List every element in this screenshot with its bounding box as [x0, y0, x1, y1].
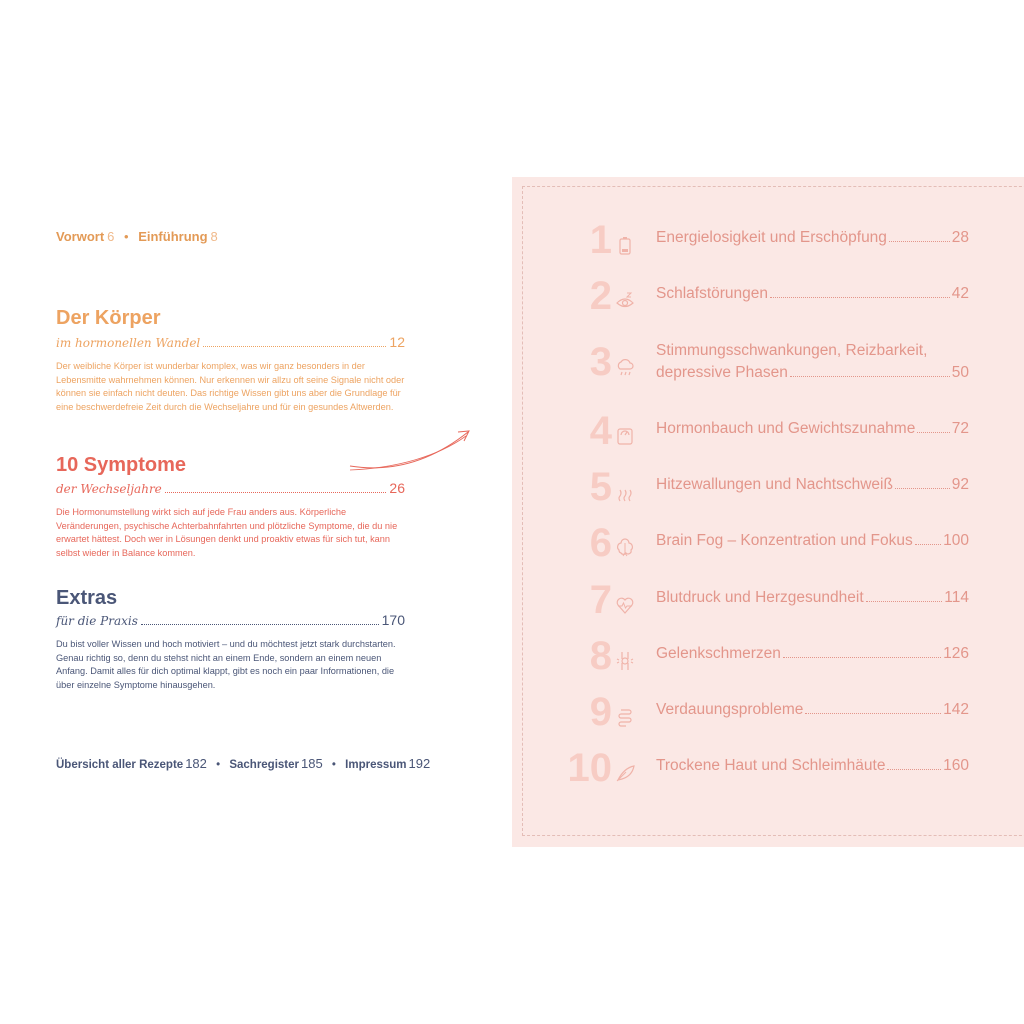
leader-dots	[895, 488, 950, 489]
page-number: 12	[389, 334, 405, 350]
symptom-title: Brain Fog – Konzentration und Fokus	[656, 532, 913, 549]
einfuehrung-label[interactable]: Einführung	[138, 229, 208, 244]
cloud-rain-icon	[614, 356, 636, 378]
arrow-icon	[348, 428, 474, 474]
symptom-number: 8	[589, 634, 612, 678]
symptom-entry	[656, 757, 969, 775]
bullet-separator: •	[331, 759, 336, 771]
section-title-symptome[interactable]: 10 Symptome	[56, 454, 187, 476]
heat-waves-icon	[614, 481, 636, 503]
symptom-row-8[interactable]	[556, 636, 976, 680]
symptom-page: 160	[943, 757, 969, 774]
battery-icon	[614, 234, 636, 256]
leader-dots	[203, 346, 386, 347]
footer-line	[56, 756, 430, 771]
symptom-title: Hormonbauch und Gewichtszunahme	[656, 420, 916, 437]
section-description-symptome: Die Hormonumstellung wirkt sich auf jede Frau anders aus. Körperliche Veränderungen, psychische Achterbahnfahrten und plötzliche Symptome, die du nie erwartet hättest. Doch wer in Lösungen denkt und proaktiv etwas für sich tut, kann selbst wieder in Balance kommen.	[56, 507, 398, 558]
section-description-koerper: Der weibliche Körper ist wunderbar komplex, was wir ganz besonders in der Lebensmitte wahrnehmen können. Nur erkennen wir allzu oft seine Signale nicht oder können sie einfach nicht deuten. Das richtige Wissen gibt uns aber die Grundlage für eine beschwerdefreie Zeit durch die Wechseljahre und für ein gesundes Altwerden.	[56, 361, 405, 412]
leader-dots	[887, 769, 941, 770]
sleep-eye-icon	[614, 290, 636, 312]
leader-dots	[866, 601, 943, 602]
symptom-page: 142	[943, 701, 969, 718]
symptom-number: 1	[589, 218, 612, 262]
einfuehrung-page: 8	[210, 229, 218, 244]
scale-icon	[614, 425, 636, 447]
symptom-entry	[656, 532, 969, 550]
subtitle-text: im hormonellen Wandel	[56, 336, 201, 350]
symptom-entry	[656, 229, 969, 247]
symptom-number: 10	[567, 746, 612, 790]
rezepte-label[interactable]: Übersicht aller Rezepte	[56, 759, 184, 771]
symptom-number: 9	[589, 690, 612, 734]
symptom-title: Schlafstörungen	[656, 285, 769, 302]
vorwort-label[interactable]: Vorwort	[56, 229, 105, 244]
symptom-title: Gelenkschmerzen	[656, 645, 781, 662]
register-page: 185	[301, 756, 323, 771]
leader-dots	[770, 297, 950, 298]
section-description-extras: Du bist voller Wissen und hoch motiviert – und du möchtest jetzt stark durchstarten. Genau richtig so, denn du stehst nicht an einem Ende, sondern an einem neuen Anfang. Damit alles für dich optimal klappt, gibt es noch ein paar Informationen, die über einzelne Symptome hinausgehen.	[56, 639, 396, 690]
subtitle-text: für die Praxis	[56, 614, 138, 628]
joint-icon	[614, 650, 636, 672]
symptom-page: 72	[951, 420, 969, 437]
symptom-entry	[656, 589, 969, 607]
bullet-separator: •	[216, 759, 221, 771]
intro-line	[56, 229, 218, 244]
leader-dots	[915, 544, 941, 545]
symptom-row-10[interactable]	[556, 748, 976, 792]
leader-dots	[141, 624, 379, 625]
symptom-page: 92	[951, 476, 969, 493]
section-title-extras[interactable]: Extras	[56, 587, 118, 609]
bullet-separator: •	[124, 229, 129, 244]
register-label[interactable]: Sachregister	[229, 759, 300, 771]
symptom-entry	[656, 285, 969, 303]
symptom-number: 4	[589, 409, 612, 453]
symptom-row-9[interactable]	[556, 692, 976, 736]
impressum-label[interactable]: Impressum	[345, 759, 407, 771]
vorwort-page: 6	[107, 229, 115, 244]
symptom-number: 7	[589, 578, 612, 622]
section-title-koerper[interactable]: Der Körper	[56, 307, 161, 329]
symptom-title: Blutdruck und Herzgesundheit	[656, 589, 864, 606]
symptom-page: 42	[951, 285, 969, 302]
symptom-row-7[interactable]	[556, 580, 976, 624]
leader-dots	[790, 376, 950, 377]
symptom-title: Verdauungsprobleme	[656, 701, 804, 718]
symptom-number: 3	[589, 340, 612, 384]
symptom-entry	[656, 476, 969, 494]
symptom-entry	[656, 364, 969, 382]
symptom-page: 50	[951, 364, 969, 381]
section-subtitle-symptome[interactable]	[56, 480, 405, 496]
symptom-number: 6	[589, 521, 612, 565]
heart-pulse-icon	[614, 594, 636, 616]
leader-dots	[783, 657, 941, 658]
subtitle-text: der Wechseljahre	[56, 482, 162, 496]
symptom-title: depressive Phasen	[656, 364, 788, 381]
symptom-entry	[656, 701, 969, 719]
leaf-hand-icon	[614, 762, 636, 784]
symptom-row-2[interactable]	[556, 276, 976, 320]
impressum-page: 192	[408, 756, 431, 771]
symptom-number: 2	[589, 274, 612, 318]
symptom-page: 100	[943, 532, 969, 549]
symptom-entry	[656, 645, 969, 663]
symptom-page: 28	[951, 229, 969, 246]
page-number: 26	[389, 480, 405, 496]
section-subtitle-koerper[interactable]	[56, 334, 405, 350]
symptom-row-6[interactable]	[556, 523, 976, 567]
page-number: 170	[381, 612, 405, 628]
section-subtitle-extras[interactable]	[56, 612, 405, 628]
symptom-title: Hitzewallungen und Nachtschweiß	[656, 476, 893, 493]
leader-dots	[889, 241, 950, 242]
symptom-row-1[interactable]	[556, 220, 976, 264]
symptom-page: 126	[943, 645, 969, 662]
intestine-icon	[614, 706, 636, 728]
leader-dots	[917, 432, 949, 433]
leader-dots	[805, 713, 941, 714]
symptom-page: 114	[944, 589, 969, 606]
symptom-title: Trockene Haut und Schleimhäute	[656, 757, 886, 774]
symptom-title: Energielosigkeit und Erschöpfung	[656, 229, 887, 246]
symptom-row-5[interactable]	[556, 467, 976, 511]
symptom-title-line1: Stimmungsschwankungen, Reizbarkeit,	[656, 342, 928, 359]
rezepte-page: 182	[185, 756, 207, 771]
leader-dots	[165, 492, 387, 493]
brain-icon	[614, 537, 636, 559]
symptom-row-3[interactable]	[556, 342, 976, 390]
symptom-entry	[656, 420, 969, 438]
symptom-row-4[interactable]	[556, 411, 976, 455]
symptom-number: 5	[589, 465, 612, 509]
